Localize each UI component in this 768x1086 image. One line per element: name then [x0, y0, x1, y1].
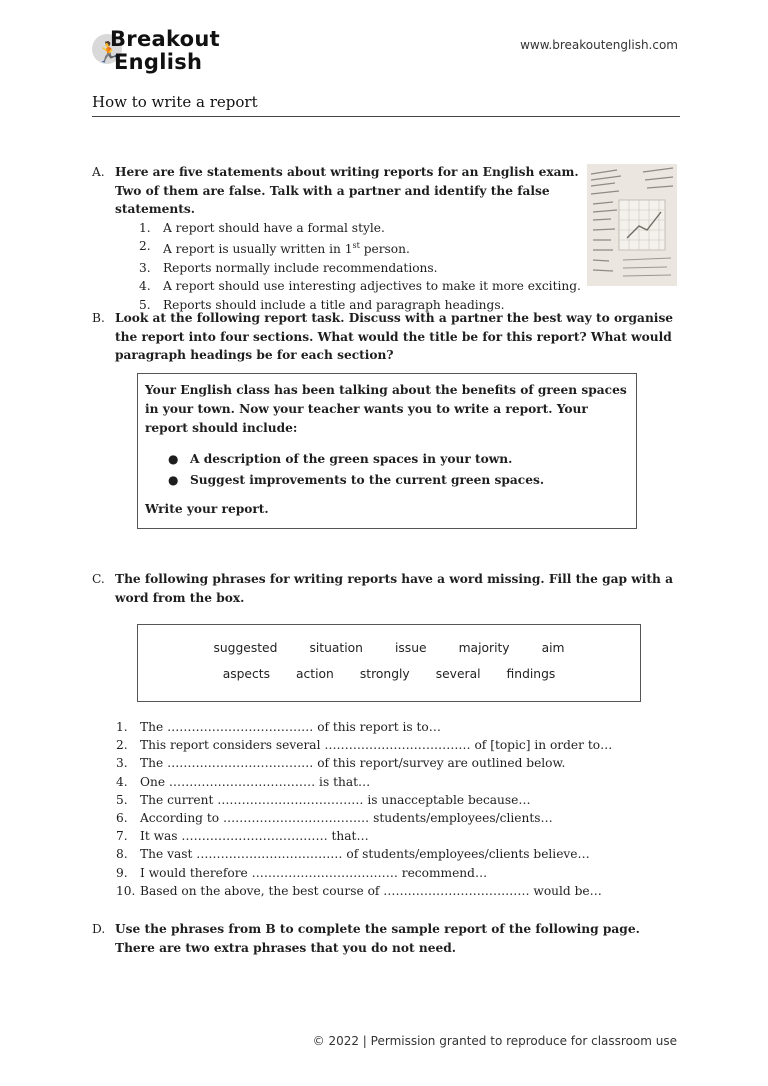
word-option: action [296, 667, 334, 681]
item-number: 5. [116, 792, 128, 807]
section-c-question: The following phrases for writing reports have a word missing. Fill the gap with a word from the box. [115, 572, 674, 605]
item-number: 9. [116, 865, 128, 880]
report-photo-illustration [587, 164, 677, 286]
item-number: 2. [139, 239, 151, 253]
section-c [92, 570, 682, 898]
word-option: suggested [213, 641, 278, 655]
item-text: Based on the above, the best course of ……………………………… would be… [140, 883, 602, 898]
item-text: The current ……………………………… is unacceptable because… [140, 792, 531, 807]
runner-icon: 🏃 [96, 40, 121, 64]
section-d-question [115, 920, 682, 957]
logo-line-1: Breakout [110, 27, 220, 51]
item-text: The ……………………………… of this report/survey are outlined below. [140, 756, 566, 771]
item-text: A report should have a formal style. [163, 220, 385, 235]
section-b-question: Look at the following report task. Discuss with a partner the best way to organise the report into four sections. What would the title be for this report? What would paragraph headings be for each section? [115, 311, 674, 362]
word-box [137, 624, 641, 702]
gap-fill-list [92, 718, 730, 900]
breakout-english-logo[interactable] [92, 27, 242, 80]
word-option: situation [309, 641, 363, 655]
bullet-icon: ● [168, 452, 179, 466]
item-text-end: person. [359, 242, 410, 257]
item-text: This report considers several ……………………………… of [topic] in order to… [140, 738, 613, 753]
section-letter: C. [92, 572, 105, 586]
item-number: 1. [139, 220, 151, 235]
copyright-footer: © 2022 | Permission granted to reproduce for classroom use [312, 1034, 677, 1048]
word-option: aim [541, 641, 565, 655]
section-letter: D. [92, 922, 106, 936]
page-header [92, 27, 678, 118]
item-text: Reports should include a title and paragraph headings. [163, 297, 505, 312]
item-text: The ……………………………… of this report is to… [140, 720, 441, 734]
item-number: 1. [116, 720, 128, 734]
item-text: It was ……………………………… that… [140, 829, 369, 844]
report-document-photo [587, 164, 677, 286]
list-item [116, 754, 730, 772]
section-letter: A. [92, 165, 105, 179]
question-text-end: to complete the sample report of the following page. There are two extra phrases that you do not need. [115, 922, 640, 955]
item-number: 2. [116, 738, 128, 753]
list-item [116, 809, 730, 827]
item-number: 3. [116, 756, 128, 771]
item-number: 8. [116, 847, 128, 862]
list-item [116, 791, 730, 809]
list-item [116, 718, 730, 736]
word-option: several [435, 667, 481, 681]
item-text: A report should use interesting adjectives to make it more exciting. [163, 279, 581, 294]
list-item [116, 736, 730, 754]
item-number: 10. [116, 883, 136, 898]
item-text: Reports normally include recommendations. [163, 260, 438, 275]
word-option: aspects [222, 667, 270, 681]
word-row-1 [138, 639, 640, 658]
item-text: One ……………………………… is that… [140, 774, 371, 789]
task-bullet-list [145, 450, 629, 490]
section-d [92, 920, 682, 957]
section-b [92, 309, 682, 516]
header-divider [92, 116, 680, 117]
list-item [116, 845, 730, 863]
item-number: 6. [116, 811, 128, 826]
section-a-question: Here are five statements about writing reports for an English exam. Two of them are false. Talk with a partner and identify the false statements. [115, 165, 579, 216]
list-item [116, 827, 730, 845]
list-item [116, 882, 730, 900]
logo-line-2: English [114, 50, 203, 74]
superscript: st [352, 241, 360, 250]
item-number: 7. [116, 829, 128, 844]
section-letter: B. [92, 311, 105, 325]
task-bullet-item [168, 471, 629, 490]
website-link[interactable]: www.breakoutenglish.com [520, 38, 678, 52]
report-task-box [137, 373, 637, 529]
task-paragraph: Your English class has been talking about the benefits of green spaces in your town. Now your teacher wants you to write a report. Your report should include: [145, 383, 627, 435]
item-number: 4. [139, 279, 151, 294]
task-closing: Write your report. [145, 502, 269, 516]
list-item [116, 864, 730, 882]
item-text: The vast ……………………………… of students/employees/clients believe… [140, 847, 590, 862]
item-number: 5. [139, 297, 151, 312]
item-number: 3. [139, 260, 151, 275]
section-a [92, 163, 682, 314]
word-option: strongly [359, 667, 410, 681]
question-text: Use the phrases from [115, 922, 266, 936]
page-title: How to write a report [92, 93, 258, 111]
word-row-2 [138, 665, 640, 684]
word-option: issue [394, 641, 427, 655]
item-text: According to ……………………………… students/employees/clients… [140, 811, 553, 826]
task-bullet-item [168, 450, 629, 469]
bullet-text: A description of the green spaces in your town. [190, 452, 513, 466]
item-number: 4. [116, 774, 128, 789]
logo-wordmark [110, 28, 220, 74]
word-option: findings [506, 667, 556, 681]
question-reference-letter: B [265, 922, 276, 936]
item-text: I would therefore ……………………………… recommend… [140, 865, 488, 880]
bullet-icon: ● [168, 473, 179, 487]
list-item [116, 773, 730, 791]
word-option: majority [458, 641, 510, 655]
item-text: A report is usually written in 1 [163, 242, 353, 257]
bullet-text: Suggest improvements to the current green spaces. [190, 473, 545, 487]
